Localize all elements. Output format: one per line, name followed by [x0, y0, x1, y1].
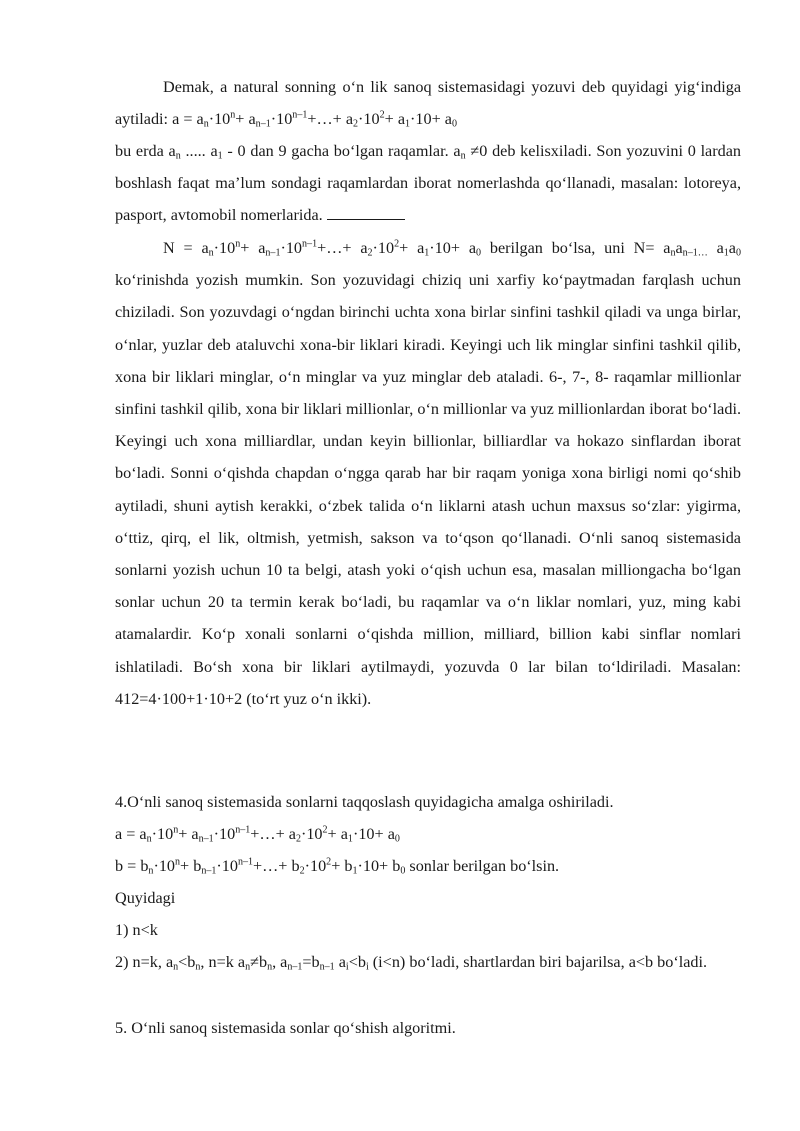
- line-formula-a: $a = a_n\cdot 10^n+$ $a_{n-1}\cdot 10^{n-1}+\dots+ a_2\cdot 10^2+ a_1\cdot 10+ a_0$: [115, 824, 400, 845]
- line-quyidagi: Quyidagi: [115, 889, 176, 907]
- line-formula-b: $b = b_n\cdot 10^n+$ $b_{n-1}\cdot 10^{n-1}+\dots+ b_2\cdot 10^2+ b_1\cdot 10+ b_0$ sonlar berilgan bo‘lsin.: [115, 856, 560, 877]
- line-comparison-heading: 4.O‘nli sanoq sistemasida sonlarni taqqoslash quyidagicha amalga oshiriladi.: [115, 793, 614, 811]
- line-condition-1: 1) n<k: [115, 921, 158, 939]
- paragraph-digits: bu erda $a_n$ ..... $a_1 - 0$ dan 9 gacha bo‘lgan raqamlar. $a_n \ne 0$ deb kelisxiladi. Son yozuvini 0 lardan boshlash faqat ma’lum sondagi raqamlardan iborat nomerlashda qo‘llanadi, masalan: lotoreya, pasport, avtomobil nomerlarida.: [115, 142, 742, 225]
- paragraph-notation: $N = a_n\cdot 10^n+$ $a_{n-1}\cdot 10^{n-1}+\dots+ a_2\cdot 10^2+ a_1\cdot 10+ a_0$ berilgan bo‘lsa, uni $N= a_na_{n-1\dots}$ $a_1a_0$ ko‘rinishda yozish mumkin. Son yozuvidagi chiziq uni xarfiy ko‘paytmadan farqlash uchun chiziladi. Son yozuvdagi o‘ngdan birinchi uchta xona birlar sinfini tashkil qiladi va unga birlar, o‘nlar, yuzlar deb ataluvchi xona-bir liklari kiradi. Keyingi uch lik minglar sinfini tashkil qilib, xona bir liklari minglar, o‘n minglar va yuz minglar deb ataladi. 6-, 7-, 8- raqamlar millionlar sinfini tashkil qilib, xona bir liklari millionlar, o‘n millionlar va yuz millionlardan iborat bo‘ladi. Keyingi uch xona milliardlar, undan keyin billionlar, billiardlar va hokazo sinflardan iborat bo‘ladi. Sonni o‘qishda chapdan o‘ngga qarab har bir raqam yoniga xona birligi nomi qo‘shib aytiladi, shuni aytish kerakki, o‘zbek talida o‘n liklarni atash uchun maxsus so‘zlar: yigirma, o‘ttiz, qirq, el lik, oltmish, yetmish, sakson va to‘qson qo‘llanadi. O‘nli sanoq sistemasida sonlarni yozish uchun 10 ta belgi, atash yoki o‘qish uchun esa, masalan milliongacha bo‘lgan sonlar uchun 20 ta termin kerak bo‘ladi, bu raqamlar va o‘n liklar nomlari, yuz, ming kabi atamalardir. Ko‘p xonali sonlarni o‘qishda million, milliard, billion kabi sinflar nomlari ishlatiladi. Bo‘sh xona bir liklari aytilmaydi, yozuvda 0 lar bilan to‘ldiriladi. Masalan: 412=4·100+1·10+2 (to‘rt yuz o‘n ikki).: [115, 238, 741, 708]
- paragraph-condition-2: 2) n=k, $a_n<b_n$, n=k $a_n\ne b_n$, $a_{n-1}=b_{n-1}$ $a_i<b_i$ (i<n) bo‘ladi, shartlardan biri bajarilsa, a<b bo‘ladi.: [115, 953, 708, 973]
- paragraph-definition: Demak, a natural sonning o‘n lik sanoq sistemasidagi yozuvi deb quyidagi yig‘indiga aytiladi: $a = a_n\cdot 10^n+$ $a_{n-1}\cdot 10^{n-1}+\dots+ a_2\cdot 10^2+ a_1\cdot 10+ a_0$: [115, 78, 741, 130]
- blank-underline: [327, 207, 405, 220]
- line-addition-heading: 5. O‘nli sanoq sistemasida sonlar qo‘shish algoritmi.: [115, 1019, 456, 1037]
